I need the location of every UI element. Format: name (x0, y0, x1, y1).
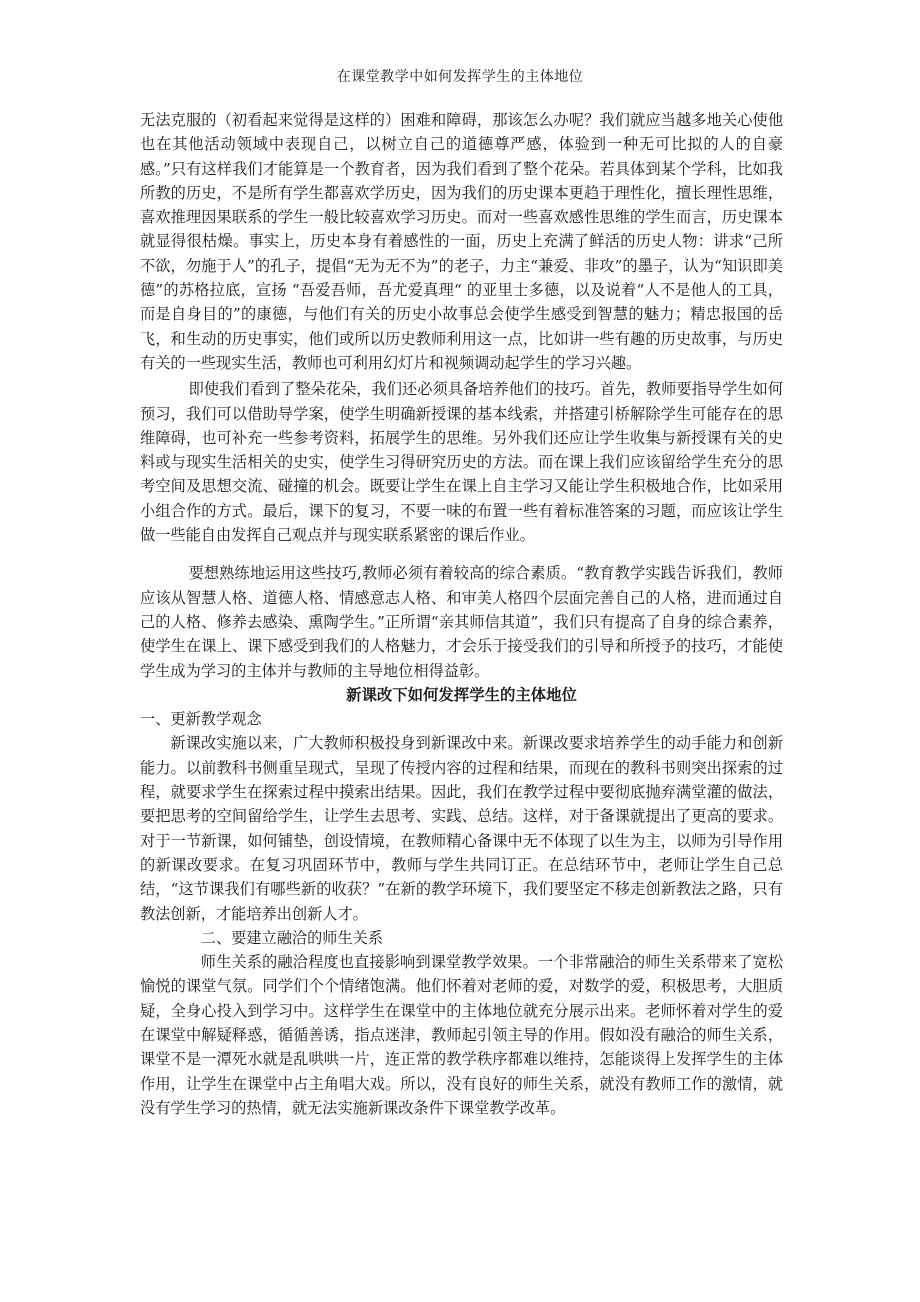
paragraph-teacher-quality: 要想熟练地运用这些技巧,教师必须有着较高的综合素质。“教育教学实践告诉我们，教师应该从智慧人格、道德人格、情感意志人格、和审美人格四个层面完善自己的人格，进而通过自己的人格、修养去感染、熏陶学生。”正所谓“亲其师信其道”，我们只有提高了自身的综合素养，使学生在课上、课下感受到我们的人格魅力，才会乐于接受我们的引导和所授予的技巧，才能使学生成为学习的主体并与教师的主导地位相得益彰。 (140, 564, 783, 680)
document-body (140, 108, 783, 1120)
heading-update-concepts: 一、更新教学观念 (140, 710, 262, 729)
section-title: 新课改下如何发挥学生的主体地位 (346, 685, 577, 704)
paragraph-continued: 无法克服的（初看起来觉得是这样的）困难和障碍，那该怎么办呢？我们就应当越多地关心使他也在其他活动领域中表现自己，以树立自己的道德尊严感，体验到一种无可比拟的人的自豪感。”只有这样我们才能算是一个教育者，因为我们看到了整个花朵。若具体到某个学科，比如我所教的历史，不是所有学生都喜欢学历史，因为我们的历史课本更趋于理性化，擅长理性思维，喜欢推理因果联系的学生一般比较喜欢学习历史。而对一些喜欢感性思维的学生而言，历史课本就显得很枯燥。事实上，历史本身有着感性的一面，历史上充满了鲜活的历史人物：讲求“己所不欲，勿施于人”的孔子，提倡“无为无不为”的老子，力主“兼爱、非攻”的墨子，认为“知识即美德”的苏格拉底，宣扬 “吾爱吾师，吾尤爱真理“ 的亚里士多德，以及说着“人不是他人的工具，而是自身目的”的康德，与他们有关的历史小故事总会使学生感受到智慧的魅力；精忠报国的岳飞，和生动的历史事实，他们或所以历史教师利用这一点，比如讲一些有趣的历史故事，与历史有关的一些现实生活，教师也可利用幻灯片和视频调动起学生的学习兴趣。 (140, 111, 783, 372)
running-header: 在课堂教学中如何发挥学生的主体地位 (336, 69, 584, 85)
paragraph-update-concepts: 新课改实施以来，广大教师积极投身到新课改中来。新课改要求培养学生的动手能力和创新能力。以前教科书侧重呈现式，呈现了传授内容的过程和结果，而现在的教科书则突出探索的过程，就要求学生在探索过程中摸索出结果。因此，我们在教学过程中要彻底抛弃满堂灌的做法，要把思考的空间留给学生，让学生去思考、实践、总结。这样，对于备课就提出了更高的要求。对于一节新课，如何铺垫，创设情境，在教师精心备课中无不体现了以生为主，以师为引导作用的新课改要求。在复习巩固环节中，教师与学生共同订正。在总结环节中，老师让学生自己总结，“这节课我们有哪些新的收获？”在新的教学环境下，我们要坚定不移走创新教法之路，只有教法创新，才能培养出创新人才。 (140, 734, 783, 923)
paragraph-teacher-student-relation: 师生关系的融洽程度也直接影响到课堂教学效果。一个非常融洽的师生关系带来了宽松愉悦的课堂气氛。同学们个个情绪饱满。他们怀着对老师的爱，对数学的爱，积极思考，大胆质疑，全身心投入到学习中。这样学生在课堂中的主体地位就充分展示出来。老师怀着对学生的爱在课堂中解疑释惑，循循善诱，指点迷津，教师起引领主导的作用。假如没有融洽的师生关系，课堂不是一潭死水就是乱哄哄一片，连正常的教学秩序都难以维持，怎能谈得上发挥学生的主体作用，让学生在课堂中占主角唱大戏。所以，没有良好的师生关系，就没有教师工作的激情，就没有学生学习的热情，就无法实施新课改条件下课堂教学改革。 (140, 953, 783, 1117)
paragraph-techniques: 即使我们看到了整朵花朵，我们还必须具备培养他们的技巧。首先，教师要指导学生如何预习，我们可以借助导学案，使学生明确新授课的基本线索，并搭建引桥解除学生可能存在的思维障碍，也可补充一些参考资料，拓展学生的思维。另外我们还应让学生收集与新授课有关的史料或与现实生活相关的史实，使学生习得研究历史的方法。而在课上我们应该留给学生充分的思考空间及思想交流、碰撞的机会。既要让学生在课上自主学习又能让学生积极地合作，比如采用小组合作的方式。最后，课下的复习，不要一味的布置一些有着标准答案的习题，而应该让学生做一些能自由发挥自己观点并与现实联系紧密的课后作业。 (140, 380, 783, 545)
heading-teacher-student-relation: 二、要建立融洽的师生关系 (200, 928, 384, 947)
